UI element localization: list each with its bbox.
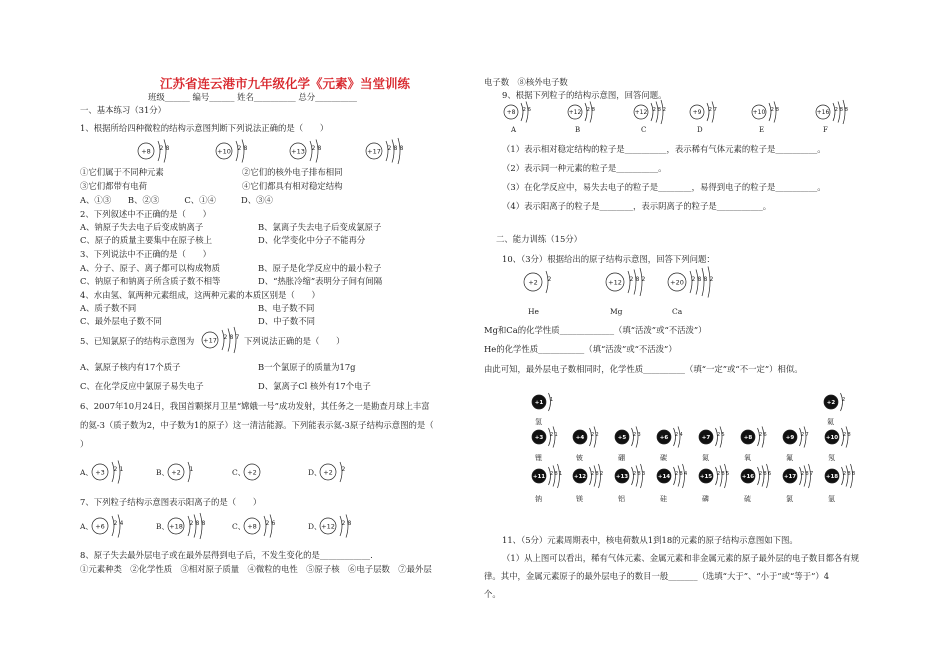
shell-electron-count: 2	[662, 107, 666, 113]
atom-diagram	[657, 464, 687, 488]
atom-diagram	[825, 464, 855, 488]
atom-diagram	[92, 461, 124, 484]
atom-diagram	[504, 102, 532, 123]
nucleus-charge: +5	[617, 434, 627, 441]
atom-diagram	[320, 462, 346, 482]
atom-diagram	[244, 464, 260, 480]
shell-electron-count: 8	[243, 145, 248, 152]
element-name: 氟	[786, 454, 793, 462]
nucleus-charge: +11	[532, 473, 546, 480]
nucleus-charge: +6	[659, 434, 669, 441]
atom-diagram	[634, 100, 666, 124]
nucleus-charge: +7	[701, 434, 711, 441]
q4-option-c: C、最外层电子数不同	[80, 316, 162, 326]
question-5: 5、已知氯原子的结构示意图为	[80, 336, 195, 346]
q8-options: ①元素种类 ②化学性质 ③相对原子质量 ④微粒的电性 ⑤原子核 ⑥电子层数 ⑦最外层	[80, 564, 432, 574]
shell-electron-count: 2	[550, 471, 554, 477]
shell-electron-count: 5	[721, 432, 725, 438]
nucleus-charge: +8	[247, 522, 257, 531]
shell-electron-count: 2	[770, 107, 774, 113]
diagram-letter: F	[823, 126, 828, 134]
shell-electron-count: 2	[550, 432, 554, 438]
question-2: 2、下列叙述中不正确的是（ ）	[80, 209, 211, 219]
shell-electron-count: 2	[801, 471, 805, 477]
q4-option-b: B、电子数不同	[258, 303, 315, 313]
shell-electron-count: 2	[223, 334, 228, 341]
nucleus-charge: +18	[825, 473, 839, 480]
page-title: 江苏省连云港市九年级化学《元素》当堂训练	[160, 76, 411, 91]
element-name: 氩	[828, 495, 835, 503]
q9-part-3: （3）在化学反应中，易失去电子的粒子是________，易得到电子的粒子是__________。	[502, 182, 826, 192]
element-symbol: Ca	[672, 307, 683, 316]
shell-electron-count: 2	[591, 432, 595, 438]
nucleus-charge: +12	[321, 522, 335, 531]
question-6-line-2: 的氦-3（质子数为2，中子数为1的原子）这一清洁能源。下列能表示氦-3原子结构示意图的是（	[80, 420, 434, 430]
option-label: D、	[308, 522, 322, 531]
q2-option-d: D、化学变化中分子不能再分	[258, 235, 366, 245]
nucleus-charge: +10	[217, 147, 231, 156]
element-name: 磷	[702, 495, 709, 503]
shell-electron-count: 8	[839, 107, 843, 113]
atom-diagram	[532, 427, 558, 448]
shell-electron-count: 8	[721, 471, 725, 477]
q3-option-d: D、“热胀冷缩”表明分子间有间隔	[258, 276, 383, 286]
atom-diagram	[568, 102, 596, 123]
shell-electron-count: 7	[805, 432, 809, 438]
shell-electron-count: 2	[834, 107, 838, 113]
nucleus-charge: +16	[816, 109, 830, 117]
q5-option-d: D、氯离子Cl 核外有17个电子	[258, 381, 371, 391]
diagram-letter: D	[697, 126, 703, 134]
atom-diagram	[690, 102, 718, 123]
shell-electron-count: 2	[113, 520, 118, 527]
element-name: 氦	[827, 418, 834, 426]
periodic-structure-table	[530, 390, 860, 526]
shell-electron-count: 8	[844, 107, 848, 113]
nucleus-charge: +20	[670, 278, 684, 287]
nucleus-charge: +2	[528, 278, 538, 287]
atom-diagram	[752, 102, 780, 123]
q10-diagrams	[520, 272, 740, 318]
nucleus-charge: +12	[608, 278, 622, 287]
q10-part-3: 由此可知，最外层电子数相同时，化学性质__________（填“一定”或“不一定”）相似。	[484, 364, 803, 374]
diagram-letter: C	[641, 126, 647, 134]
nucleus-charge: +2	[323, 468, 333, 477]
shell-electron-count: 7	[810, 471, 814, 477]
atom-diagram	[615, 464, 645, 488]
element-name: 碳	[660, 454, 667, 462]
option-label: B、	[156, 522, 170, 531]
question-10: 10、（3分）根据给出的原子结构示意图，回答下列问题：	[502, 254, 715, 264]
shell-electron-count: 4	[679, 432, 683, 438]
question-11: 11、（5分）元素周期表中，核电荷数从1到18的元素的原子结构示意图如下图。	[502, 535, 798, 545]
q9-part-2: （2）表示同一种元素的粒子是__________。	[502, 163, 667, 173]
q7-option-diagrams	[80, 514, 380, 540]
shell-electron-count: 8	[852, 471, 856, 477]
q1-statement-1: ①它们属于不同种元素	[80, 167, 164, 177]
q2-option-b: B、氯离子失去电子后变成氯原子	[258, 222, 382, 232]
q9-part-1: （1）表示相对稳定结构的粒子是__________，表示稀有气体元素的粒子是__________。	[502, 144, 826, 154]
question-4: 4、水由氢、氧两种元素组成，这两种元素的本质区别是（ ）	[80, 290, 320, 300]
q1-statement-2: ②它们的核外电子排布相同	[242, 167, 343, 177]
shell-electron-count: 8	[635, 276, 640, 283]
nucleus-charge: +1	[534, 399, 544, 406]
shell-electron-count: 2	[341, 520, 346, 527]
nucleus-charge: +10	[752, 109, 766, 117]
option-label: D、	[308, 468, 322, 477]
atom-diagram	[741, 464, 771, 488]
element-symbol: He	[528, 307, 539, 316]
shell-electron-count: 8	[201, 520, 206, 527]
atom-diagram	[532, 464, 562, 488]
shell-electron-count: 2	[387, 145, 392, 152]
nucleus-charge: +12	[568, 109, 582, 117]
atom-diagram	[366, 138, 404, 164]
shell-electron-count: 2	[675, 432, 679, 438]
atom-diagram	[244, 515, 276, 538]
q5-chlorine-diagram	[200, 328, 244, 352]
atom-diagram	[825, 427, 851, 448]
q1-choices: A、①③ B、②③ C、①④ D、③④	[80, 195, 273, 205]
shell-electron-count: 8	[847, 471, 851, 477]
nucleus-charge: +18	[169, 522, 183, 531]
nucleus-charge: +17	[783, 473, 797, 480]
option-label: A、	[80, 522, 93, 531]
nucleus-charge: +13	[291, 147, 305, 156]
q1-diagrams	[80, 140, 420, 162]
atom-diagram	[824, 393, 845, 411]
question-3: 3、下列说法中不正确的是（ ）	[80, 249, 211, 259]
shell-electron-count: 2	[759, 432, 763, 438]
shell-electron-count: 2	[586, 107, 590, 113]
nucleus-charge: +8	[141, 147, 151, 156]
q8-options-continued: 电子数 ⑧核外电子数	[484, 77, 568, 87]
q11-part-1-line-1: （1）从上图可以看出，稀有气体元素、金属元素和非金属元素的原子最外层的电子数目都各有规	[502, 553, 860, 563]
q11-part-1-line-3: 个。	[484, 589, 501, 599]
question-8: 8、原子失去最外层电子或在最外层得到电子后，不发生变化的是____________.	[80, 550, 373, 560]
atom-diagram	[615, 427, 641, 448]
shell-electron-count: 2	[641, 276, 646, 283]
nucleus-charge: +17	[203, 336, 217, 345]
q10-part-1: Mg和Ca的化学性质_____________（填“活泼”或“不活泼”）	[484, 325, 707, 335]
element-name: 钠	[535, 495, 542, 503]
nucleus-charge: +2	[826, 399, 836, 406]
atom-diagram	[202, 327, 240, 353]
question-5-tail: 下列说法正确的是（ ）	[244, 336, 345, 346]
nucleus-charge: +2	[247, 468, 257, 477]
shell-electron-count: 2	[842, 397, 846, 403]
shell-electron-count: 8	[637, 471, 641, 477]
element-name: 氖	[828, 454, 835, 462]
q3-option-a: A、分子、原子、离子都可以构成物质	[80, 263, 221, 273]
atom-diagram	[699, 427, 725, 448]
shell-electron-count: 2	[311, 145, 316, 152]
atom-diagram	[168, 513, 206, 539]
shell-electron-count: 8	[679, 471, 683, 477]
atom-diagram	[668, 267, 714, 298]
shell-electron-count: 8	[317, 145, 322, 152]
atom-diagram	[138, 140, 170, 163]
shell-electron-count: 8	[554, 471, 558, 477]
q5-option-c: C、在化学反应中氯原子易失电子	[80, 381, 204, 391]
element-name: 铍	[576, 454, 583, 462]
shell-electron-count: 2	[675, 471, 679, 477]
shell-electron-count: 2	[265, 520, 270, 527]
shell-electron-count: 5	[726, 471, 730, 477]
shell-electron-count: 7	[235, 334, 240, 341]
shell-electron-count: 2	[189, 520, 194, 527]
shell-electron-count: 2	[341, 466, 346, 473]
shell-electron-count: 2	[843, 432, 847, 438]
nucleus-charge: +17	[367, 147, 381, 156]
element-name: 硼	[618, 454, 625, 462]
element-name: 锂	[535, 454, 542, 462]
nucleus-charge: +2	[171, 468, 181, 477]
shell-electron-count: 2	[159, 145, 164, 152]
shell-electron-count: 2	[717, 432, 721, 438]
shell-electron-count: 8	[763, 471, 767, 477]
shell-electron-count: 8	[591, 107, 595, 113]
shell-electron-count: 6	[768, 471, 772, 477]
shell-electron-count: 8	[847, 432, 851, 438]
shell-electron-count: 2	[717, 471, 721, 477]
question-9: 9、根据下列粒子的结构示意图，回答问题。	[502, 90, 667, 100]
atom-diagram	[699, 464, 729, 488]
atom-diagram	[783, 464, 813, 488]
shell-electron-count: 2	[801, 432, 805, 438]
nucleus-charge: +16	[741, 473, 755, 480]
shell-electron-count: 2	[522, 107, 526, 113]
shell-electron-count: 7	[713, 107, 717, 113]
atom-diagram	[524, 271, 552, 293]
nucleus-charge: +12	[573, 473, 587, 480]
shell-electron-count: 2	[691, 276, 696, 283]
nucleus-charge: +9	[785, 434, 795, 441]
q5-option-a: A、氯原子核内有17个质子	[80, 362, 181, 372]
q3-option-b: B、原子是化学反应中的最小粒子	[258, 263, 382, 273]
atom-diagram	[657, 427, 683, 448]
question-6-line-3: ）	[80, 439, 89, 449]
atom-diagram	[783, 427, 809, 448]
question-6-line-1: 6、2007年10月24日，我国首颗探月卫星“嫦娥一号”成功发射，其任务之一是勘查月球上丰富	[80, 401, 430, 411]
element-symbol: Mg	[610, 307, 623, 316]
shell-electron-count: 2	[709, 276, 714, 283]
diagram-letter: E	[759, 126, 765, 134]
nucleus-charge: +9	[692, 109, 702, 117]
shell-electron-count: 1	[554, 432, 558, 438]
q10-part-2: He的化学性质___________（填“活泼”或“不活泼”）	[484, 344, 677, 354]
shell-electron-count: 2	[759, 471, 763, 477]
shell-electron-count: 2	[652, 107, 656, 113]
nucleus-charge: +13	[615, 473, 629, 480]
element-name: 硫	[744, 495, 751, 503]
element-name: 氯	[786, 495, 793, 503]
atom-diagram	[816, 100, 849, 124]
diagram-letter: A	[511, 126, 517, 134]
shell-electron-count: 2	[708, 107, 712, 113]
q9-part-4: （4）表示阳离子的粒子是________，表示阴离子的粒子是___________。	[502, 201, 772, 211]
nucleus-charge: +10	[825, 434, 839, 441]
shell-electron-count: 8	[703, 276, 708, 283]
option-label: B、	[156, 468, 170, 477]
shell-electron-count: 1	[559, 471, 563, 477]
q6-option-diagrams	[80, 460, 380, 486]
section-2-heading: 二、能力训练（15分）	[496, 234, 583, 244]
nucleus-charge: +12	[634, 109, 648, 117]
shell-electron-count: 3	[642, 471, 646, 477]
atom-diagram	[290, 140, 322, 163]
shell-electron-count: 2	[237, 145, 242, 152]
shell-electron-count: 4	[684, 471, 688, 477]
atom-diagram	[573, 427, 599, 448]
q4-option-d: D、中子数不同	[258, 316, 315, 326]
shell-electron-count: 8	[399, 145, 404, 152]
atom-diagram	[532, 393, 553, 411]
q1-statement-3: ③它们都带有电荷	[80, 181, 147, 191]
atom-diagram	[168, 462, 194, 482]
q2-option-c: C、原子的质量主要集中在原子核上	[80, 235, 213, 245]
atom-diagram	[741, 427, 767, 448]
question-1: 1、根据所给四种微粒的结构示意图判断下列说法正确的是（ ）	[80, 123, 329, 133]
shell-electron-count: 2	[113, 466, 118, 473]
shell-electron-count: 8	[229, 334, 234, 341]
shell-electron-count: 8	[347, 520, 352, 527]
section-1-heading: 一、基本练习（31分）	[80, 105, 167, 115]
atom-diagram	[320, 515, 352, 538]
atom-diagram	[216, 140, 248, 163]
shell-electron-count: 2	[633, 432, 637, 438]
shell-electron-count: 8	[165, 145, 170, 152]
q1-statement-4: ④它们都具有相对稳定结构	[242, 181, 343, 191]
nucleus-charge: +8	[743, 434, 753, 441]
shell-electron-count: 8	[657, 107, 661, 113]
shell-electron-count: 8	[775, 107, 779, 113]
shell-electron-count: 6	[527, 107, 531, 113]
shell-electron-count: 1	[189, 466, 194, 473]
shell-electron-count: 8	[805, 471, 809, 477]
diagram-letter: B	[575, 126, 581, 134]
shell-electron-count: 2	[591, 471, 595, 477]
shell-electron-count: 8	[595, 471, 599, 477]
q5-option-b: B一个氯原子的质量为17g	[258, 362, 356, 372]
shell-electron-count: 2	[843, 471, 847, 477]
shell-electron-count: 2	[629, 276, 634, 283]
shell-electron-count: 8	[393, 145, 398, 152]
nucleus-charge: +8	[506, 109, 516, 117]
nucleus-charge: +15	[699, 473, 713, 480]
shell-electron-count: 6	[763, 432, 767, 438]
atom-diagram	[606, 268, 646, 296]
student-info-line: 班级______ 编号______ 姓名__________ 总分__________	[148, 92, 357, 102]
shell-electron-count: 4	[119, 520, 124, 527]
q4-option-a: A、质子数不同	[80, 303, 137, 313]
element-name: 镁	[576, 495, 583, 503]
nucleus-charge: +3	[95, 468, 105, 477]
shell-electron-count: 2	[547, 276, 552, 283]
element-name: 氮	[702, 454, 709, 462]
question-7: 7、下列粒子结构示意图表示阳离子的是（ ）	[80, 497, 262, 507]
shell-electron-count: 8	[697, 276, 702, 283]
element-name: 氢	[535, 418, 542, 426]
shell-electron-count: 2	[633, 471, 637, 477]
atom-diagram	[92, 515, 124, 538]
element-name: 铝	[618, 495, 625, 503]
shell-electron-count: 8	[195, 520, 200, 527]
option-label: A、	[80, 468, 93, 477]
nucleus-charge: +3	[534, 434, 544, 441]
nucleus-charge: +4	[575, 434, 585, 441]
element-name: 氧	[744, 454, 751, 462]
q2-option-a: A、钠原子失去电子后变成钠离子	[80, 222, 204, 232]
shell-electron-count: 1	[550, 397, 554, 403]
q3-option-c: C、钠原子和钠离子所含质子数不相等	[80, 276, 221, 286]
nucleus-charge: +14	[657, 473, 671, 480]
shell-electron-count: 1	[119, 466, 124, 473]
shell-electron-count: 2	[600, 471, 604, 477]
element-name: 硅	[660, 495, 667, 503]
shell-electron-count: 6	[271, 520, 276, 527]
nucleus-charge: +6	[95, 522, 105, 531]
q11-part-1-line-2: 律。其中，金属元素原子的最外层电子的数目一般_______（选填“大于”、“小于”或“等于”）4	[484, 571, 830, 581]
atom-diagram	[573, 464, 603, 488]
shell-electron-count: 3	[637, 432, 641, 438]
shell-electron-count: 2	[595, 432, 599, 438]
option-label: C、	[232, 522, 246, 531]
q9-diagrams	[500, 102, 860, 138]
option-label: C、	[232, 468, 246, 477]
